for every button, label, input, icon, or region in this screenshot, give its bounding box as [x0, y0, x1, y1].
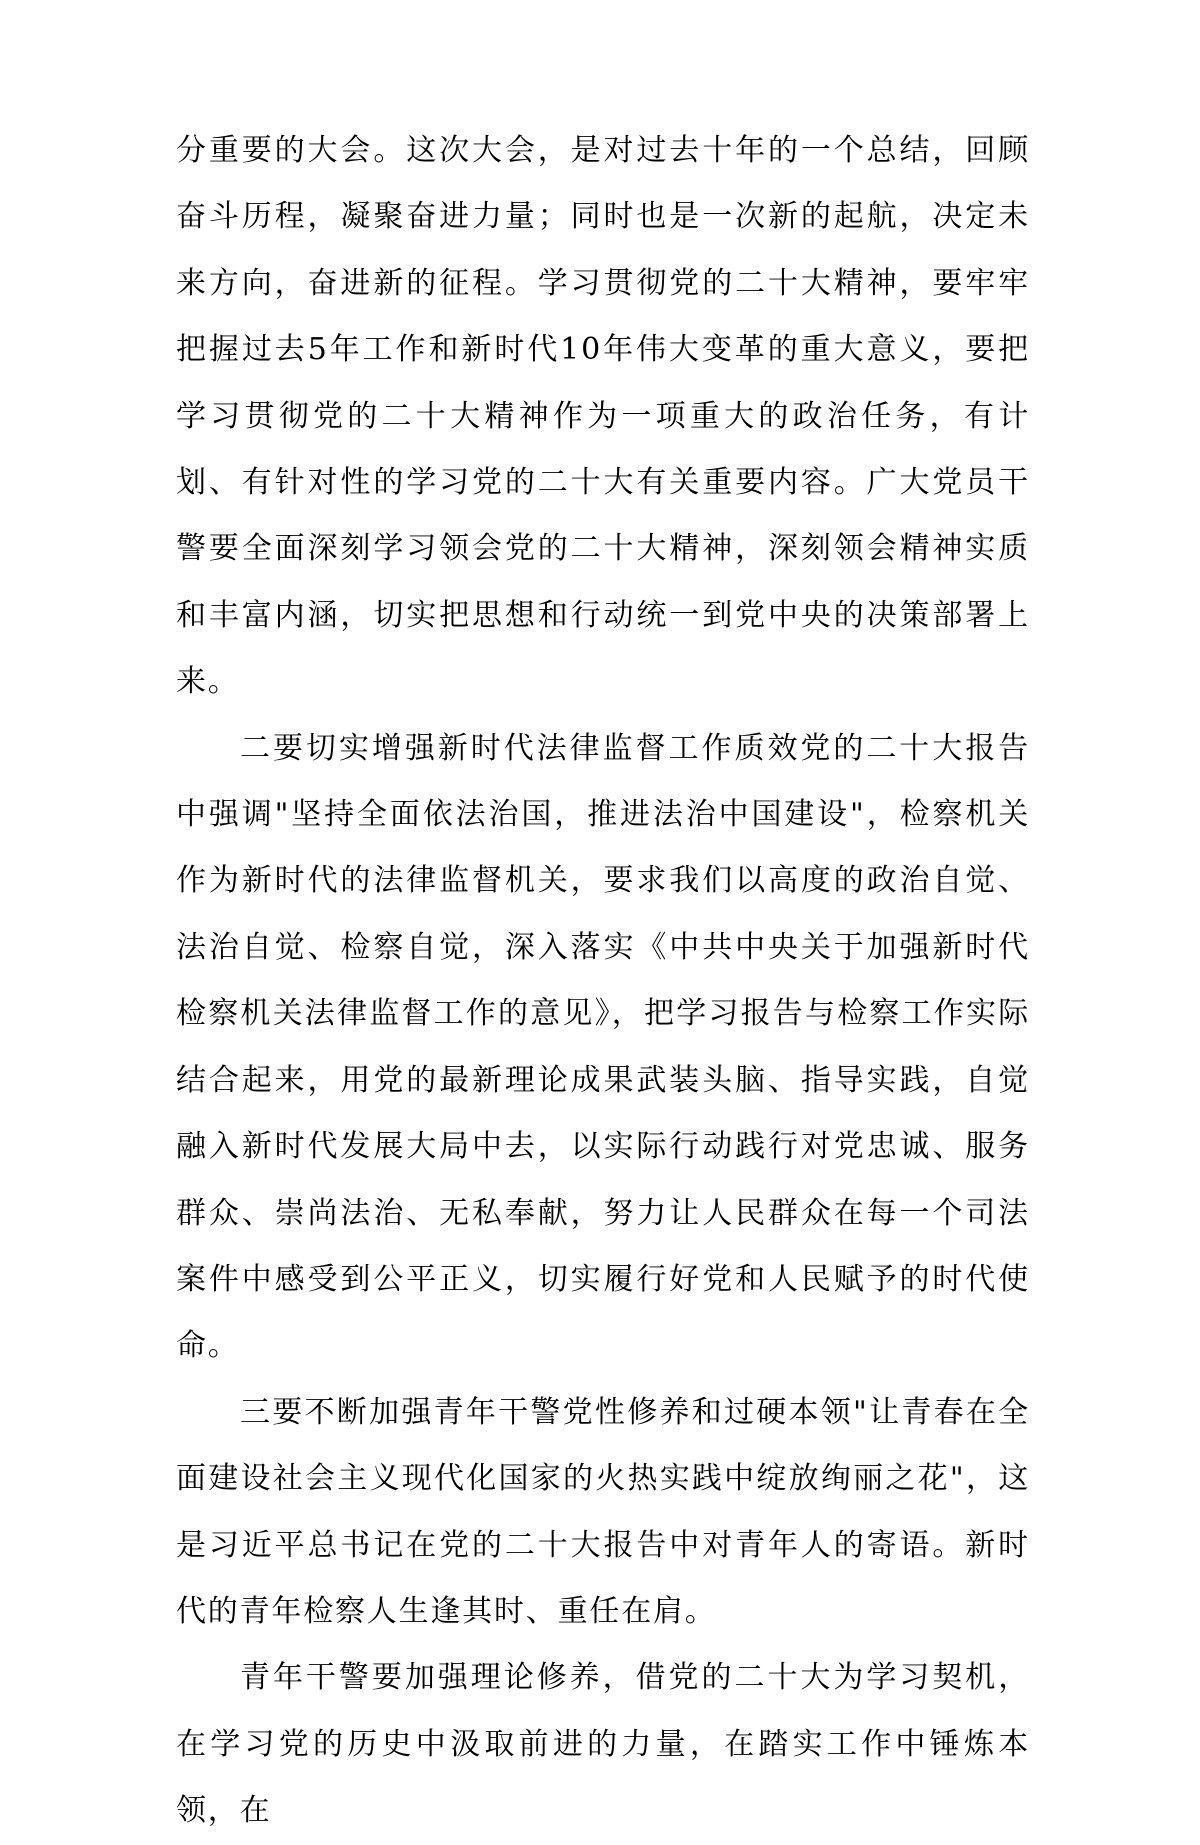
paragraph-youth-cultivation: 三要不断加强青年干警党性修养和过硬本领"让青春在全面建设社会主义现代化国家的火热实践中绽放绚丽之花"，这是习近平总书记在党的二十大报告中对青年人的寄语。新时代的青年检察人生逢其时、重任在肩。	[176, 1394, 1030, 1629]
paragraph-legal-supervision: 二要切实增强新时代法律监督工作质效党的二十大报告中强调"坚持全面依法治国，推进法治中国建设"，检察机关作为新时代的法律监督机关，要求我们以高度的政治自觉、法治自觉、检察自觉，深入落实《中共中央关于加强新时代检察机关法律监督工作的意见》，把学习报告与检察工作实际结合起来，用党的最新理论成果武装头脑、指导实践，自觉融入新时代发展大局中去，以实际行动践行对党忠诚、服务群众、崇尚法治、无私奉献，努力让人民群众在每一个司法案件中感受到公平正义，切实履行好党和人民赋予的时代使命。	[176, 730, 1030, 1364]
document-body	[176, 118, 1030, 1845]
paragraph-theory-study: 青年干警要加强理论修养，借党的二十大为学习契机，在学习党的历史中汲取前进的力量，在踏实工作中锤炼本领，在	[176, 1660, 1030, 1829]
paragraph-continuation: 分重要的大会。这次大会，是对过去十年的一个总结，回顾奋斗历程，凝聚奋进力量；同时也是一次新的起航，决定未来方向，奋进新的征程。学习贯彻党的二十大精神，要牢牢把握过去5年工作和新时代10年伟大变革的重大意义，要把学习贯彻党的二十大精神作为一项重大的政治任务，有计划、有针对性的学习党的二十大有关重要内容。广大党员干警要全面深刻学习领会党的二十大精神，深刻领会精神实质和丰富内涵，切实把思想和行动统一到党中央的决策部署上来。	[176, 133, 1030, 700]
